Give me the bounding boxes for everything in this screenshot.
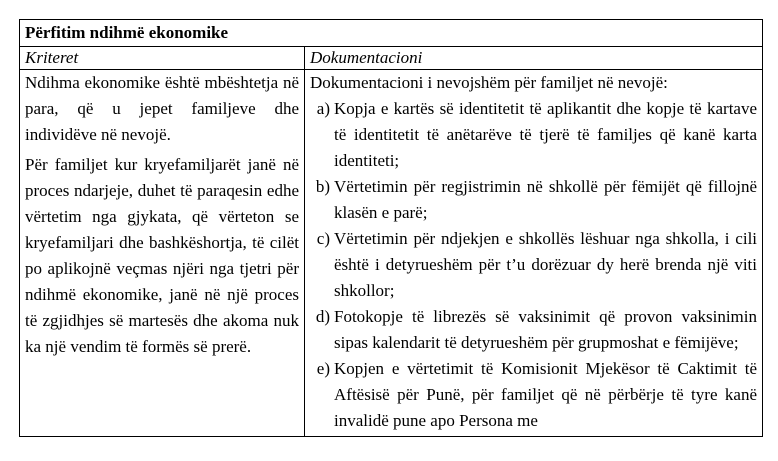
item-text: Fotokopje të librezës së vaksinimit që provon vaksinimin sipas kalendarit të detyrueshëm për grupmoshat e fëmijëve; <box>334 307 758 352</box>
title-row <box>20 20 763 47</box>
documentation-item <box>310 304 757 356</box>
item-text: Kopja e kartës së identitetit të aplikantit dhe kopje të kartave të identitetit të anëtarëve të tjerë të familjes që kanë karta identiteti; <box>334 99 758 170</box>
criteria-cell <box>20 70 305 437</box>
item-marker: d) <box>315 307 330 326</box>
documentation-header: Dokumentacioni <box>305 47 763 70</box>
criteria-header: Kriteret <box>20 47 305 70</box>
item-marker: a) <box>316 99 330 118</box>
item-marker: b) <box>315 177 330 196</box>
item-marker: c) <box>316 229 330 248</box>
documentation-item <box>310 356 757 434</box>
criteria-paragraph: Ndihma ekonomike është mbështetja në para, që u jepet familjeve dhe individëve në nevojë. <box>25 73 299 144</box>
documentation-item <box>310 174 757 226</box>
item-text: Vërtetimin për regjistrimin në shkollë për fëmijët që fillojnë klasën e parë; <box>334 177 758 222</box>
documentation-list <box>310 96 757 434</box>
documentation-cell <box>305 70 763 437</box>
item-text: Kopjen e vërtetimit të Komisionit Mjekësor të Caktimit të Aftësisë për Punë, për familjet që në përbërje të tyre kanë invalidë pune apo Persona me <box>334 359 758 430</box>
content-row <box>20 70 763 437</box>
documentation-item <box>310 96 757 174</box>
item-marker: e) <box>316 359 330 378</box>
documentation-intro: Dokumentacioni i nevojshëm për familjet në nevojë: <box>310 73 668 92</box>
documentation-item <box>310 226 757 304</box>
benefit-table <box>19 19 763 437</box>
header-row <box>20 47 763 70</box>
item-text: Vërtetimin për ndjekjen e shkollës lëshuar nga shkolla, i cili është i detyrueshëm për t’u dorëzuar dy herë brenda një viti shkollor; <box>334 229 758 300</box>
criteria-paragraph: Për familjet kur kryefamiljarët janë në proces ndarjeje, duhet të paraqesin edhe vërtetim nga gjykata, që vërteton se kryefamiljari dhe bashkëshortja, të cilët po aplikojnë veçmas njëri nga tjetri për ndihmë ekonomike, janë në një proces të zgjidhjes së martesës dhe akoma nuk ka një vendim të formës së prerë. <box>25 155 299 356</box>
table-title: Përfitim ndihmë ekonomike <box>20 20 763 47</box>
